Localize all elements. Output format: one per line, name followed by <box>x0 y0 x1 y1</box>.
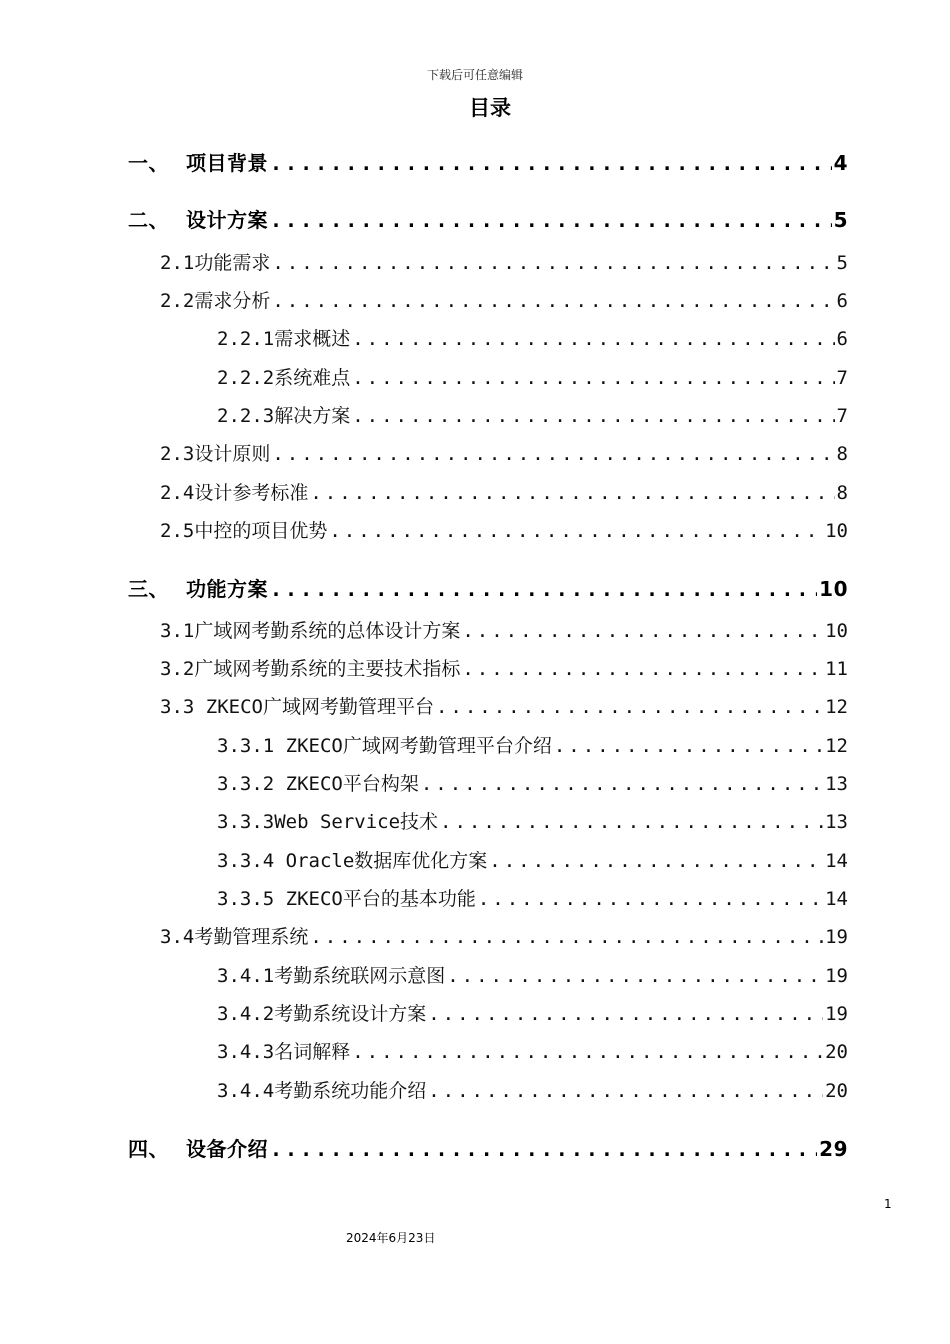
toc-dot-leader <box>310 926 823 948</box>
toc-dot-leader <box>447 965 823 987</box>
toc-entry-number: 2.2 <box>160 290 195 312</box>
toc-dot-leader <box>270 577 817 601</box>
toc-entry[interactable] <box>160 439 848 469</box>
toc-entry-page: 14 <box>825 888 848 910</box>
toc-entry-number: 3.2 <box>160 658 195 680</box>
toc-entry-page: 19 <box>825 965 848 987</box>
toc-dot-leader <box>270 208 832 232</box>
toc-entry-number: 3.3.4 Oracle <box>217 850 355 872</box>
toc-entry-number: 2.2.1 <box>217 328 275 350</box>
toc-entry-number: 二、 <box>128 208 169 232</box>
toc-entry-number: 四、 <box>128 1137 169 1161</box>
toc-entry-page: 5 <box>833 208 848 232</box>
toc-entry-title: 功能方案 <box>186 577 268 601</box>
toc-entry-title: 考勤系统功能介绍 <box>274 1080 427 1102</box>
toc-entry[interactable] <box>217 846 848 876</box>
toc-entry[interactable] <box>128 573 848 603</box>
toc-entry-title: 中控的项目优势 <box>194 520 328 542</box>
toc-entry-page: 11 <box>825 658 848 680</box>
toc-entry[interactable] <box>217 769 848 799</box>
toc-dot-leader <box>421 773 823 795</box>
toc-entry-page: 12 <box>825 735 848 757</box>
toc-entry-page: 20 <box>825 1080 848 1102</box>
toc-entry-title: 系统难点 <box>274 367 351 389</box>
toc-entry-page: 8 <box>836 443 848 465</box>
toc-dot-leader <box>462 658 823 680</box>
toc-dot-leader <box>436 696 823 718</box>
toc-entry-number: 3.4.1 <box>217 965 275 987</box>
toc-entry-number: 3.3 ZKECO <box>160 696 263 718</box>
toc-entry[interactable] <box>217 324 848 354</box>
page-number: 1 <box>884 1197 892 1211</box>
toc-dot-leader <box>352 328 834 350</box>
toc-dot-leader <box>478 888 823 910</box>
toc-entry[interactable] <box>217 1037 848 1067</box>
toc-entry-title: 广域网考勤系统的总体设计方案 <box>194 620 461 642</box>
toc-entry-page: 5 <box>836 252 848 274</box>
toc-entry-title: 平台构架 <box>342 773 419 795</box>
toc-title: 目录 <box>469 96 511 120</box>
toc-entry[interactable] <box>160 478 848 508</box>
toc-entry-number: 2.1 <box>160 252 195 274</box>
toc-entry-title: 考勤系统设计方案 <box>274 1003 427 1025</box>
toc-entry-page: 8 <box>836 482 848 504</box>
toc-entry-page: 7 <box>836 405 848 427</box>
toc-entry-number: 三、 <box>128 577 169 601</box>
toc-entry[interactable] <box>128 204 848 234</box>
toc-entry-page: 12 <box>825 696 848 718</box>
toc-entry[interactable] <box>128 1133 848 1163</box>
toc-entry[interactable] <box>217 731 848 761</box>
toc-dot-leader <box>272 252 834 274</box>
toc-dot-leader <box>310 482 834 504</box>
toc-entry-number: 3.3.5 ZKECO <box>217 888 343 910</box>
toc-dot-leader <box>352 1041 823 1063</box>
toc-entry-title: 数据库优化方案 <box>354 850 488 872</box>
toc-entry-page: 20 <box>825 1041 848 1063</box>
toc-entry-page: 14 <box>825 850 848 872</box>
toc-entry-page: 6 <box>836 328 848 350</box>
toc-dot-leader <box>428 1080 823 1102</box>
toc-entry[interactable] <box>160 616 848 646</box>
toc-entry-page: 13 <box>825 773 848 795</box>
toc-entry-page: 10 <box>819 577 848 601</box>
toc-entry[interactable] <box>217 807 848 837</box>
toc-entry-number: 3.4 <box>160 926 195 948</box>
toc-entry-page: 4 <box>833 151 848 175</box>
toc-entry-title: 设计方案 <box>186 208 268 232</box>
toc-entry[interactable] <box>160 922 848 952</box>
toc-entry[interactable] <box>217 999 848 1029</box>
toc-entry[interactable] <box>128 147 848 177</box>
toc-entry-title: 设计参考标准 <box>194 482 309 504</box>
toc-entry-page: 29 <box>819 1137 848 1161</box>
toc-dot-leader <box>489 850 823 872</box>
toc-entry-title: 广域网考勤系统的主要技术指标 <box>194 658 461 680</box>
toc-entry-number: 2.2.3 <box>217 405 275 427</box>
toc-entry-page: 19 <box>825 1003 848 1025</box>
toc-entry[interactable] <box>217 1076 848 1106</box>
toc-entry-number: 2.3 <box>160 443 195 465</box>
toc-entry[interactable] <box>160 248 848 278</box>
toc-dot-leader <box>428 1003 823 1025</box>
toc-entry-number: 2.5 <box>160 520 195 542</box>
toc-dot-leader <box>272 443 834 465</box>
toc-entry[interactable] <box>160 692 848 722</box>
toc-entry-title: 平台的基本功能 <box>342 888 476 910</box>
toc-entry-number: 2.4 <box>160 482 195 504</box>
toc-entry-number: 3.3.1 ZKECO <box>217 735 343 757</box>
toc-entry-title: 技术 <box>400 811 439 833</box>
toc-entry-page: 10 <box>825 620 848 642</box>
toc-entry[interactable] <box>217 401 848 431</box>
toc-entry-title: 解决方案 <box>274 405 351 427</box>
toc-entry-number: 2.2.2 <box>217 367 275 389</box>
toc-entry-number: 3.4.2 <box>217 1003 275 1025</box>
toc-dot-leader <box>462 620 823 642</box>
toc-entry-number: 3.3.2 ZKECO <box>217 773 343 795</box>
toc-entry-title: 设计原则 <box>194 443 271 465</box>
toc-dot-leader <box>329 520 823 542</box>
toc-entry-number: 3.4.3 <box>217 1041 275 1063</box>
toc-entry[interactable] <box>160 286 848 316</box>
toc-entry-page: 10 <box>825 520 848 542</box>
toc-entry-title: 功能需求 <box>194 252 271 274</box>
toc-entry[interactable] <box>217 884 848 914</box>
footer-date: 2024年6月23日 <box>346 1231 436 1245</box>
toc-entry-page: 13 <box>825 811 848 833</box>
toc-dot-leader <box>554 735 823 757</box>
toc-entry-title: 需求概述 <box>274 328 351 350</box>
toc-entry-title: 名词解释 <box>274 1041 351 1063</box>
toc-entry-page: 19 <box>825 926 848 948</box>
toc-dot-leader <box>440 811 823 833</box>
toc-entry-title: 需求分析 <box>194 290 271 312</box>
toc-entry-number: 3.1 <box>160 620 195 642</box>
toc-entry-page: 6 <box>836 290 848 312</box>
toc-entry-number: 一、 <box>128 151 169 175</box>
toc-dot-leader <box>270 151 832 175</box>
toc-entry-title: 广域网考勤管理平台介绍 <box>342 735 552 757</box>
toc-entry[interactable] <box>217 961 848 991</box>
toc-entry-title: 广域网考勤管理平台 <box>262 696 434 718</box>
toc-dot-leader <box>270 1137 817 1161</box>
toc-dot-leader <box>352 405 834 427</box>
toc-dot-leader <box>272 290 834 312</box>
toc-entry-page: 7 <box>836 367 848 389</box>
toc-entry[interactable] <box>160 654 848 684</box>
header-note: 下载后可任意编辑 <box>426 68 523 82</box>
toc-entry-title: 考勤管理系统 <box>194 926 309 948</box>
toc-entry[interactable] <box>217 363 848 393</box>
toc-dot-leader <box>352 367 834 389</box>
toc-entry-number: 3.4.4 <box>217 1080 275 1102</box>
toc-entry-title: 设备介绍 <box>186 1137 268 1161</box>
toc-entry-title: 考勤系统联网示意图 <box>274 965 446 987</box>
toc-entry[interactable] <box>160 516 848 546</box>
toc-entry-title: 项目背景 <box>186 151 268 175</box>
toc-entry-number: 3.3.3Web Service <box>217 811 401 833</box>
